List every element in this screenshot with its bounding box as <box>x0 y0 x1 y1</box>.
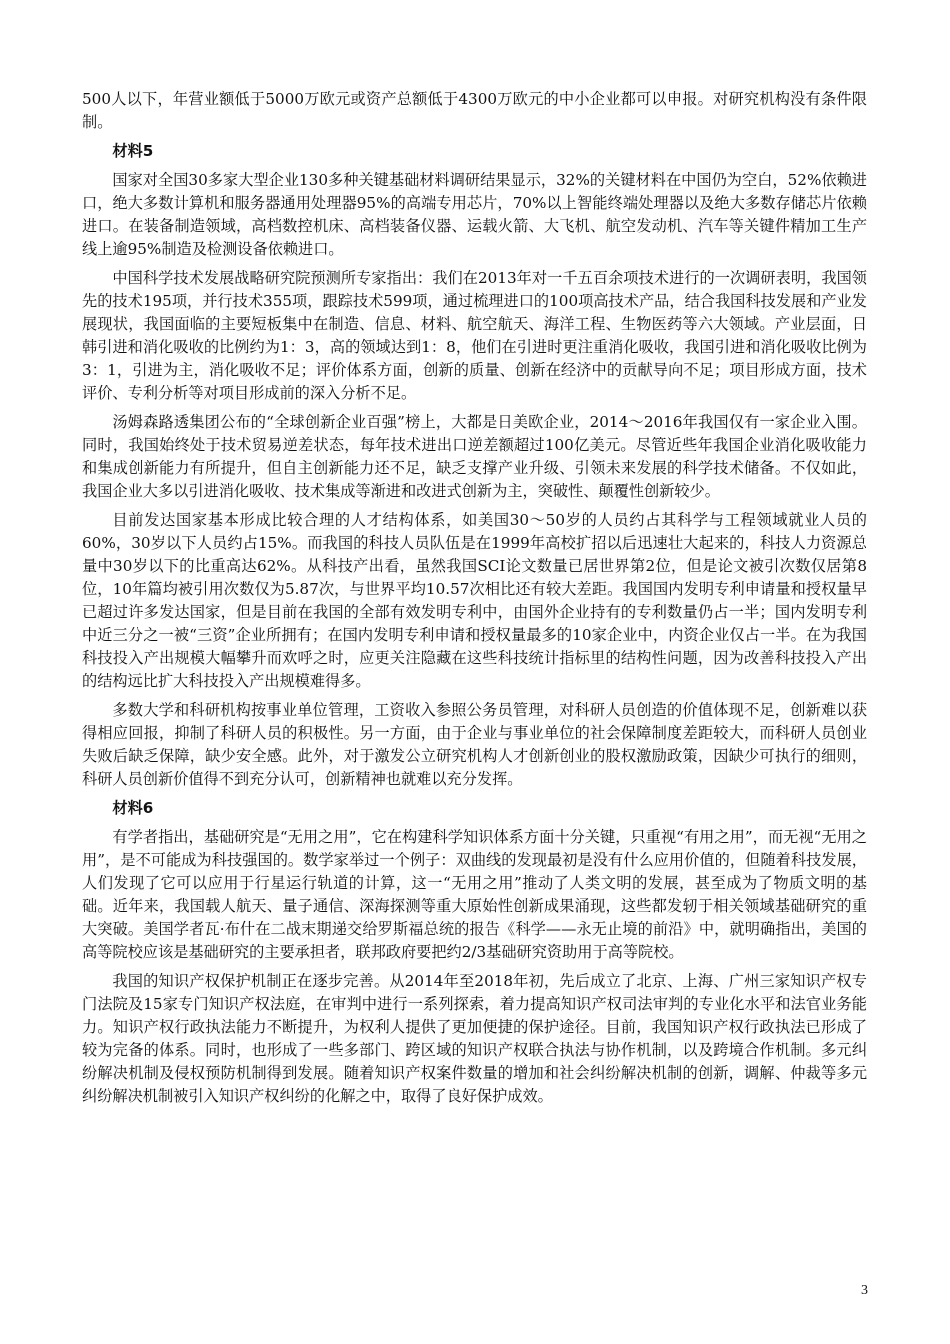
heading-material-5: 材料5 <box>112 142 154 160</box>
paragraph-talent-structure: 目前发达国家基本形成比较合理的人才结构体系，如美国30～50岁的人员约占其科学与工程领域就业人员的60%，30岁以下人员约占15%。而我国的科技人员队伍是在1999年高校扩招以后迅速壮大起来的，科技人力资源总量中30岁以下的比重高达62%。从科技产出看，虽然我国SCI论文数量已居世界第2位，但是论文被引次数仅居第8位，10年篇均被引用次数仅为5.87次，与世界平均10.57次相比还有较大差距。我国国内发明专利申请量和授权量早已超过许多发达国家，但是目前在我国的全部有效发明专利中，由国外企业持有的专利数量仍占一半；国内发明专利中近三分之一被“三资”企业所拥有；在国内发明专利申请和授权量最多的10家企业中，内资企业仅占一半。在为我国科技投入产出规模大幅攀升而欢呼之时，应更关注隐藏在这些科技统计指标里的结构性问题，因为改善科技投入产出的结构远比扩大科技投入产出规模难得多。 <box>82 511 867 690</box>
paragraph-continuation: 500人以下，年营业额低于5000万欧元或资产总额低于4300万欧元的中小企业都可以申报。对研究机构没有条件限制。 <box>82 90 867 131</box>
paragraph-innovation-ranking: 汤姆森路透集团公布的“全球创新企业百强”榜上，大都是日美欧企业，2014～2016年我国仅有一家企业入围。同时，我国始终处于技术贸易逆差状态，每年技术进出口逆差额超过100亿美元。尽管近些年我国企业消化吸收能力和集成创新能力有所提升，但自主创新能力还不足，缺乏支撑产业升级、引领未来发展的科学技术储备。不仅如此，我国企业大多以引进消化吸收、技术集成等渐进和改进式创新为主，突破性、颠覆性创新较少。 <box>82 413 867 500</box>
paragraph-research-management: 多数大学和科研机构按事业单位管理，工资收入参照公务员管理，对科研人员创造的价值体现不足，创新难以获得相应回报，抑制了科研人员的积极性。另一方面，由于企业与事业单位的社会保障制度差距较大，而科研人员创业失败后缺乏保障，缺少安全感。此外，对于激发公立研究机构人才创新创业的股权激励政策，因缺少可执行的细则，科研人员创新价值得不到充分认可，创新精神也就难以充分发挥。 <box>82 701 867 788</box>
paragraph-strategy-institute: 中国科学技术发展战略研究院预测所专家指出：我们在2013年对一千五百余项技术进行的一次调研表明，我国领先的技术195项，并行技术355项，跟踪技术599项，通过梳理进口的100项高技术产品，结合我国科技发展和产业发展现状，我国面临的主要短板集中在制造、信息、材料、航空航天、海洋工程、生物医药等六大领域。产业层面，日韩引进和消化吸收的比例约为1：3，高的领域达到1：8，他们在引进时更注重消化吸收，我国引进和消化吸收比例为3：1，引进为主，消化吸收不足；评价体系方面，创新的质量、创新在经济中的贡献导向不足；项目形成方面，技术评价、专利分析等对项目形成前的深入分析不足。 <box>82 269 867 402</box>
document-body <box>82 88 867 1114</box>
paragraph-ip-protection: 我国的知识产权保护机制正在逐步完善。从2014年至2018年初，先后成立了北京、上海、广州三家知识产权专门法院及15家专门知识产权法庭，在审判中进行一系列探索，着力提高知识产权司法审判的专业化水平和法官业务能力。知识产权行政执法能力不断提升，为权利人提供了更加便捷的保护途径。目前，我国知识产权行政执法已形成了较为完备的体系。同时，也形成了一些多部门、跨区域的知识产权联合执法与协作机制，以及跨境合作机制。多元纠纷解决机制及侵权预防机制得到发展。随着知识产权案件数量的增加和社会纠纷解决机制的创新，调解、仲裁等多元纠纷解决机制被引入知识产权纠纷的化解之中，取得了良好保护成效。 <box>82 972 867 1105</box>
paragraph-key-materials: 国家对全国30多家大型企业130多种关键基础材料调研结果显示，32%的关键材料在中国仍为空白，52%依赖进口，绝大多数计算机和服务器通用处理器95%的高端专用芯片，70%以上智能终端处理器以及绝大多数存储芯片依赖进口。在装备制造领域，高档数控机床、高档装备仪器、运载火箭、大飞机、航空发动机、汽车等关键件精加工生产线上逾95%制造及检测设备依赖进口。 <box>82 171 867 258</box>
paragraph-basic-research: 有学者指出，基础研究是“无用之用”，它在构建科学知识体系方面十分关键，只重视“有用之用”，而无视“无用之用”，是不可能成为科技强国的。数学家举过一个例子：双曲线的发现最初是没有什么应用价值的，但随着科技发展，人们发现了它可以应用于行星运行轨道的计算，这一“无用之用”推动了人类文明的发展，甚至成为了物质文明的基础。近年来，我国载人航天、量子通信、深海探测等重大原始性创新成果涌现，这些都发轫于相关领域基础研究的重大突破。美国学者瓦·布什在二战末期递交给罗斯福总统的报告《科学——永无止境的前沿》中，就明确指出，美国的高等院校应该是基础研究的主要承担者，联邦政府要把约2/3基础研究资助用于高等院校。 <box>82 828 867 961</box>
page-number: 3 <box>861 1283 868 1298</box>
heading-material-6: 材料6 <box>112 799 154 817</box>
